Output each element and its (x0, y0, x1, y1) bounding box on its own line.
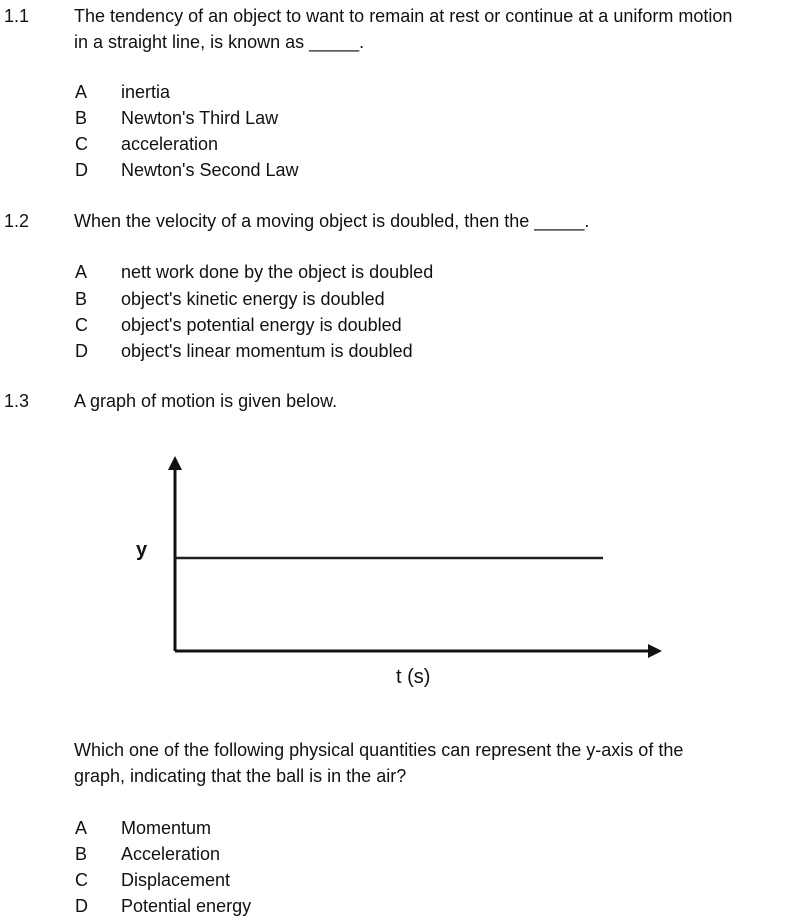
option-letter-c: C (75, 315, 88, 335)
option-text-a: Momentum (121, 818, 212, 838)
option-text-b: Newton's Third Law (121, 108, 279, 128)
option-letter-d: D (75, 896, 88, 916)
followup-line-2: graph, indicating that the ball is in the air? (74, 766, 407, 786)
y-axis-label: y (136, 539, 148, 561)
option-text-a: nett work done by the object is doubled (121, 262, 434, 282)
option-text-c: acceleration (121, 134, 219, 154)
option-text-a: inertia (121, 82, 171, 102)
question-stem-line-2: in a straight line, is known as _____. (74, 32, 365, 52)
option-letter-d: D (75, 160, 88, 180)
question-stem-line-1: The tendency of an object to want to remain at rest or continue at a uniform motion (74, 6, 733, 26)
option-letter-a: A (75, 262, 88, 282)
option-text-b: Acceleration (121, 844, 221, 864)
option-text-c: Displacement (121, 870, 231, 890)
x-axis-arrow-icon (648, 644, 662, 658)
option-letter-c: C (75, 870, 88, 890)
option-letter-d: D (75, 341, 88, 361)
question-number: 1.3 (4, 391, 30, 411)
option-letter-a: A (75, 818, 88, 838)
question-number: 1.2 (4, 211, 30, 231)
option-text-d: Newton's Second Law (121, 160, 299, 180)
option-text-d: object's linear momentum is doubled (121, 341, 413, 361)
option-letter-a: A (75, 82, 88, 102)
option-letter-b: B (75, 844, 88, 864)
option-letter-b: B (75, 108, 88, 128)
motion-graph (120, 440, 680, 700)
option-text-c: object's potential energy is doubled (121, 315, 402, 335)
x-axis-label: t (s) (396, 666, 431, 688)
y-axis-arrow-icon (168, 456, 182, 470)
option-letter-b: B (75, 289, 88, 309)
option-text-d: Potential energy (121, 896, 252, 916)
question-number: 1.1 (4, 6, 30, 26)
question-stem-line-1: When the velocity of a moving object is doubled, then the _____. (74, 211, 590, 231)
option-letter-c: C (75, 134, 88, 154)
option-text-b: object's kinetic energy is doubled (121, 289, 385, 309)
question-stem-line-1: A graph of motion is given below. (74, 391, 338, 411)
followup-line-1: Which one of the following physical quantities can represent the y-axis of the (74, 740, 684, 760)
